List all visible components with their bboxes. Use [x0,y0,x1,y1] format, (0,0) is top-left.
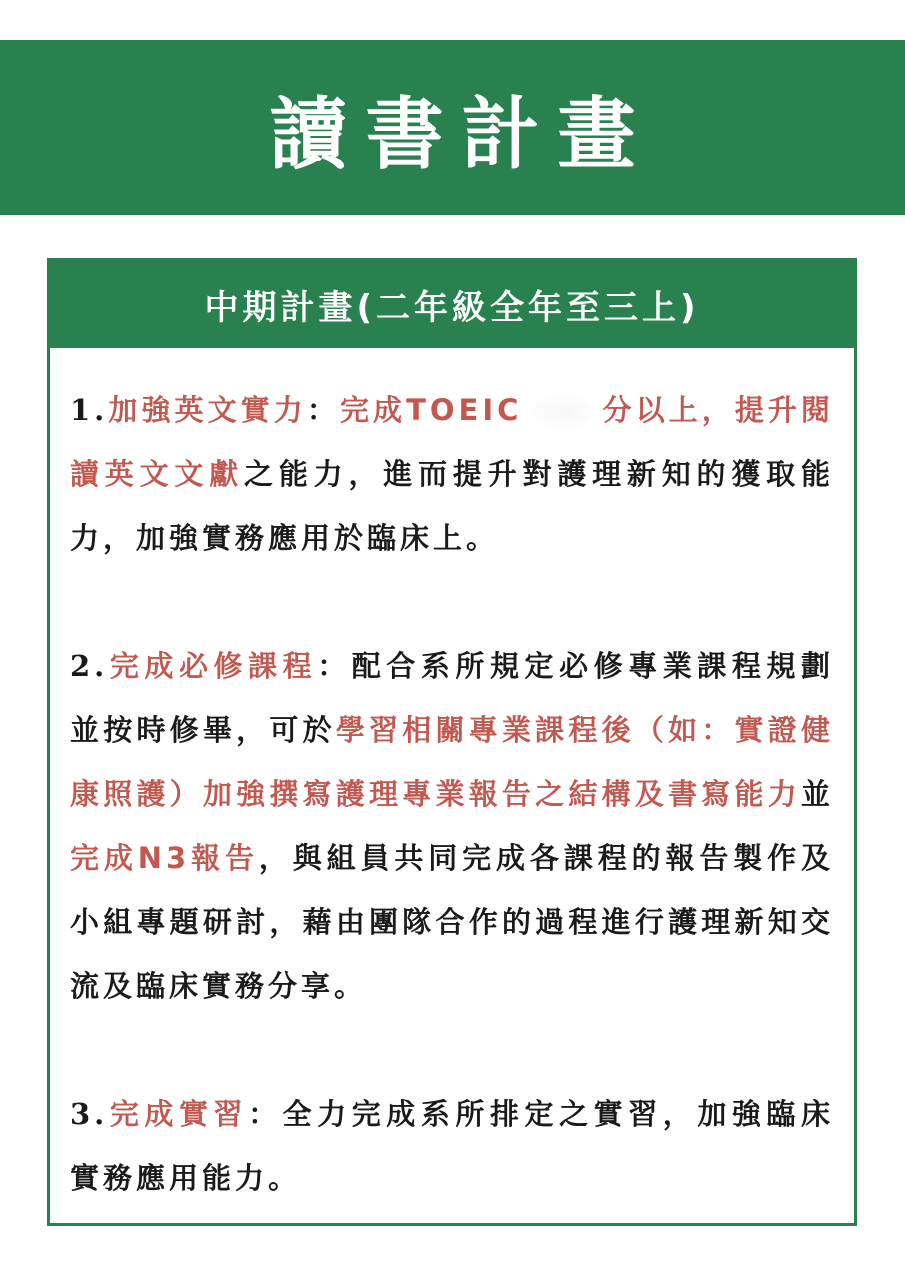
card-header [50,261,854,348]
plan-item-2 [70,634,834,1018]
item-text: ：全力完成系所排定之實習，加強臨床實務應用能力。 [70,1097,834,1195]
item-highlight: 分以上，提升閱讀英文文獻 [70,393,834,491]
item-text: ： [306,393,340,427]
item-text: ：配合系所規定必修專業課程規劃並按時修畢，可於 [70,649,834,747]
item-highlight: 學習相關專業課程後（如：實證健康照護）加強撰寫護理專業報告之結構及書寫能力 [70,713,834,811]
item-highlight: 完成TOEIC [339,393,523,427]
item-number: 3. [70,1097,109,1131]
card-body [50,348,854,1210]
item-text: 並 [800,777,834,811]
item-text: 之能力，進而提升對護理新知的獲取能力，加強實務應用於臨床上。 [70,457,834,555]
item-number: 2. [70,649,109,683]
page-title: 讀書計畫 [269,88,654,180]
plan-item-3 [70,1082,834,1210]
item-heading: 完成實習 [108,1097,249,1131]
item-heading: 完成必修課程 [108,649,318,683]
redacted-score-blur [522,392,602,432]
card-header-title: 中期計畫(二年級全年至三上) [204,288,700,328]
item-heading: 加強英文實力 [108,393,307,427]
plan-card [47,258,857,1226]
item-text: ，與組員共同完成各課程的報告製作及小組專題研討，藉由團隊合作的過程進行護理新知交流及臨床實務分享。 [70,841,834,1003]
item-number: 1. [70,393,109,427]
title-banner [0,40,905,215]
plan-item-1 [70,378,834,570]
item-highlight: 完成N3報告 [70,841,259,875]
